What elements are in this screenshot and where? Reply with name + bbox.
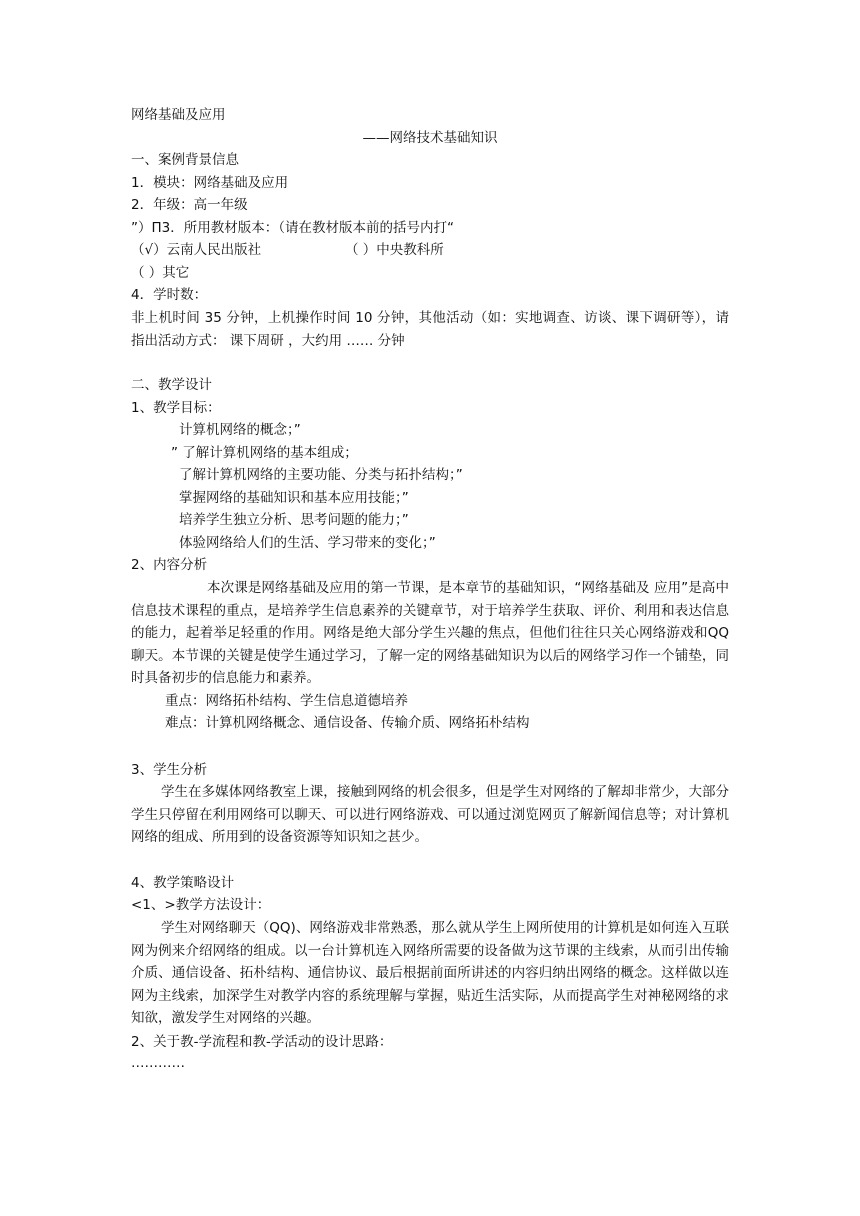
textbook-line: ”）П3．所用教材版本：（请在教材版本前的括号内打“ <box>131 220 454 236</box>
student-paragraph: 学生在多媒体网络教室上课，接触到网络的机会很多，但是学生对网络的了解却非常少，大部分学生只停留在利用网络可以聊天、可以进行网络游戏、可以通过浏览网页了解新闻信息等；对计算机网络的组成、所用到的设备资源等知识知之甚少。 <box>131 784 729 845</box>
goal-item: 培养学生独立分析、思考问题的能力；” <box>179 512 409 528</box>
goal-item: 计算机网络的概念；” <box>179 422 301 438</box>
section-heading-background: 一、案例背景信息 <box>131 152 239 168</box>
content-paragraph: 本次课是网络基础及应用的第一节课，是本章节的基础知识，“网络基础及 应用”是高中信息技术课程的重点，是培养学生信息素养的关键章节，对于培养学生获取、评价、利用和表达信息的能力，起着举足轻重的作用。网络是绝大部分学生兴趣的焦点，但他们往往只关心网络游戏和QQ聊天。本节课的关键是使学生通过学习，了解一定的网络基础知识为以后的网络学习作一个铺垫，同时具备初步的信息能力和素养。 <box>131 580 729 686</box>
section-heading-design: 二、教学设计 <box>131 377 212 393</box>
method-heading: <1、>教学方法设计： <box>131 897 271 913</box>
goal-item: 体验网络给人们的生活、学习带来的变化；” <box>179 535 436 551</box>
hours-heading: 4．学时数： <box>131 287 208 303</box>
document-title: 网络基础及应用 <box>131 107 226 123</box>
document-subtitle: ——网络技术基础知识 <box>362 130 498 146</box>
ellipsis: ………… <box>131 1055 185 1071</box>
goals-heading: 1、教学目标： <box>131 400 221 416</box>
module-line: 1．模块：网络基础及应用 <box>131 175 289 191</box>
student-heading: 3、学生分析 <box>131 762 208 778</box>
grade-line: 2．年级：高一年级 <box>131 197 248 213</box>
textbook-option-yunnan: （√）云南人民出版社 <box>131 242 262 258</box>
goal-item: 掌握网络的基础知识和基本应用技能；” <box>179 490 409 506</box>
strategy-heading: 4、教学策略设计 <box>131 875 235 891</box>
textbook-option-other: （ ）其它 <box>131 265 190 281</box>
flow-heading: 2、关于教-学流程和教-学活动的设计思路： <box>131 1034 393 1050</box>
difficult-point: 难点：计算机网络概念、通信设备、传输介质、网络拓朴结构 <box>165 715 530 731</box>
content-heading: 2、内容分析 <box>131 557 208 573</box>
method-paragraph: 学生对网络聊天（QQ)、网络游戏非常熟悉，那么就从学生上网所使用的计算机是如何连入互联网为例来介绍网络的组成。以一台计算机连入网络所需要的设备做为这节课的主线索，从而引出传输介质、通信设备、拓朴结构、通信协议、最后根据前面所讲述的内容归纳出网络的概念。这样做以连网为主线索，加深学生对教学内容的系统理解与掌握，贴近生活实际，从而提高学生对神秘网络的求知欲，激发学生对网络的兴趣。 <box>131 920 729 1026</box>
key-point: 重点：网络拓朴结构、学生信息道德培养 <box>165 693 408 709</box>
goal-item: 了解计算机网络的主要功能、分类与拓扑结构；” <box>179 467 463 483</box>
textbook-option-central: （ ）中央教科所 <box>345 242 444 258</box>
hours-detail: 非上机时间 35 分钟，上机操作时间 10 分钟，其他活动（如：实地调查、访谈、课下调研等），请指出活动方式： 课下周研 ，大约用 …… 分钟 <box>131 310 729 349</box>
goal-item: ” 了解计算机网络的基本组成； <box>171 445 358 461</box>
